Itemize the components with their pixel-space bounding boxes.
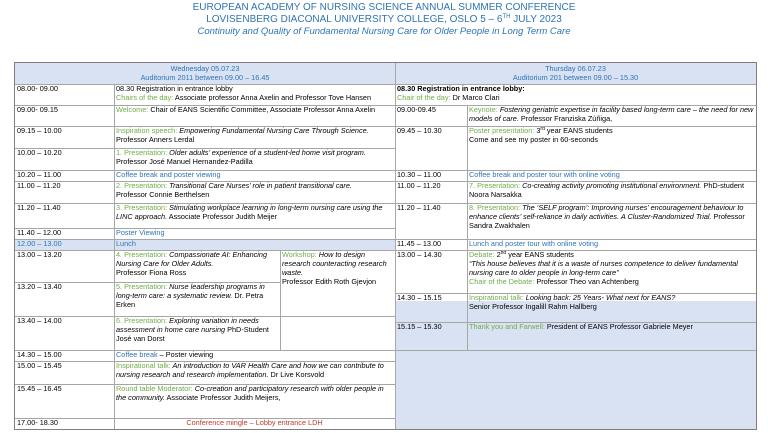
thu-time-1100: 11.00 – 11.20	[397, 181, 441, 190]
wed-time-1700: 17.00- 18.30	[17, 418, 58, 427]
wed-inspiration-speech: Inspiration speech: Empowering Fundamental Nursing Care Through Science. Professor Anners Lerdal	[116, 126, 369, 144]
wed-day-header: Wednesday 05.07.23 Auditorium 2011 between 09.00 – 16.45	[15, 63, 395, 84]
thu-presentation-8: 8. Presentation: The ‘SELF program’: Improving nurses’ encouragement behaviour to enhance clients’ self-reliance in daily activities. A Cluster-Randomized Trial. Professor Sandra Zwakhalen	[469, 203, 745, 230]
thu-debate: Debate: 2nd year EANS students “This house believes that it is a waste of nurses competence to deliver fundamental nursing care to older people in long-term care” Chair of the Debate: Professor Theo van Achtenberg	[469, 250, 738, 286]
wed-time-1500: 15.00 – 15.45	[17, 361, 62, 370]
wed-lunch: Lunch	[116, 239, 136, 248]
wed-presentation-2: 2. Presentation: Transitional Care Nurses’ role in patient transitional care. Professor Connie Berthelsen	[116, 181, 352, 199]
thu-farewell: Thank you and Farwell: President of EANS Professor Gabriele Meyer	[469, 322, 693, 331]
thu-lunch: Lunch and poster tour with online voting	[469, 239, 598, 248]
wed-presentation-5: 5. Presentation: Nurse leadership programs in long-term care: a systematic review. Dr. Petra Erken	[116, 282, 265, 309]
thu-keynote: Keynote: Fostering geriatric expertise in facility based long-term care – the need for new models of care. Professor Franziska Zúñiga,	[469, 105, 754, 123]
wed-presentation-4: 4. Presentation: Compassionate AI: Enhancing Nursing Care for Older Adults. Professor Fiona Ross	[116, 250, 268, 277]
thu-presentation-7: 7. Presentation: Co-creating activity promoting institutional environment. PhD-student Noora Narsakka	[469, 181, 745, 199]
thu-registration: 08.30 Registration in entrance lobby: Chair of the day: Dr Marco Clari	[397, 84, 525, 102]
thu-coffee-break: Coffee break and poster tour with online voting	[469, 170, 620, 179]
wed-coffee-break: Coffee break and poster viewing	[116, 170, 221, 179]
thu-time-0900: 09.00-09.45	[397, 105, 436, 114]
thu-time-1300: 13.00 – 14.30	[397, 250, 442, 259]
wed-time-0800: 08.00- 09.00	[17, 84, 58, 93]
wed-poster-viewing: Poster Viewing	[116, 228, 165, 237]
wed-time-0915: 09.15 – 10.00	[17, 126, 62, 135]
thu-poster-presentation: Poster presentation: 3rd year EANS students Come and see my poster in 60-seconds	[469, 126, 613, 144]
conference-theme: Continuity and Quality of Fundamental Nursing Care for Older People in Long Term Care	[197, 26, 571, 37]
thu-time-1515: 15.15 – 15.30	[397, 322, 442, 331]
program-table	[14, 62, 757, 430]
wed-afternoon-coffee: Coffee break – Poster viewing	[116, 350, 214, 359]
wed-time-1120: 11.20 – 11.40	[17, 203, 61, 212]
thu-time-0945: 09.45 – 10.30	[397, 126, 442, 135]
wed-presentation-6: 6. Presentation: Exploring variation in needs assessment in home care nursing PhD-Student José van Dorst	[116, 316, 269, 343]
wed-presentation-3: 3. Presentation: Stimulating workplace learning in long-term nursing care using the LINC approach. Associate Professor Judith Meijer	[116, 203, 383, 221]
wed-time-1020: 10.20 – 11.00	[17, 170, 62, 179]
wed-presentation-1: 1. Presentation: Older adults’ experience of a student-led home visit program. Professor José Manuel Hernandez-Padilla	[116, 148, 366, 166]
wed-time-1430: 14.30 – 15.00	[17, 350, 62, 359]
wed-time-0900: 09.00- 09.15	[17, 105, 58, 114]
wed-time-1545: 15.45 – 16.45	[17, 384, 62, 393]
wed-time-1340: 13.40 – 14.00	[17, 316, 62, 325]
conference-title: EUROPEAN ACADEMY OF NURSING SCIENCE ANNUAL SUMMER CONFERENCE	[192, 2, 576, 13]
thu-inspirational-talk: Inspirational talk: Looking back: 25 Years- What next for EANS? Senior Professor Ingalill Rahm Hallberg	[469, 293, 676, 311]
thu-time-1145: 11.45 – 13.00	[397, 239, 442, 248]
wed-time-1000: 10.00 – 10.20	[17, 148, 62, 157]
thu-day-header: Thursday 06.07.23 Auditorium 201 between 09.00 – 15.30	[395, 63, 756, 84]
wed-conference-mingle: Conference mingle – Lobby entrance LDH	[186, 418, 323, 427]
wed-time-1100: 11.00 – 11.20	[17, 181, 61, 190]
wed-inspirational-talk: Inspirational talk: An introduction to VAR Health Care and how we can contribute to nursing research and research implementation. Dr Live Korsvold	[116, 361, 384, 379]
thu-time-1030: 10.30 – 11.00	[397, 170, 442, 179]
wed-time-1320: 13.20 – 13.40	[17, 282, 62, 291]
thu-time-1430: 14.30 – 15.15	[397, 293, 442, 302]
wed-welcome: Welcome: Chair of EANS Scientific Committee, Associate Professor Anna Axelin	[116, 105, 376, 114]
wed-time-1140: 11.40 – 12.00	[17, 228, 62, 237]
wed-time-1200: 12.00 – 13.00	[17, 239, 62, 248]
thu-time-1120: 11.20 – 11.40	[397, 203, 441, 212]
wed-registration: 08.30 Registration in entrance lobby Chairs of the day: Associate professor Anna Axelin and Professor Tove Hansen	[116, 84, 372, 102]
wed-time-1300: 13.00 – 13.20	[17, 250, 62, 259]
conference-venue: LOVISENBERG DIACONAL UNIVERSITY COLLEGE, OSLO 5 – 6TH JULY 2023	[206, 14, 562, 25]
wed-workshop: Workshop: How to design research counteracting research waste. Professor Edith Roth Gjevjon	[282, 250, 387, 286]
wed-round-table: Round table Moderator: Co-creation and participatory research with older people in the community. Associate Professor Judith Meijers,	[116, 384, 384, 402]
